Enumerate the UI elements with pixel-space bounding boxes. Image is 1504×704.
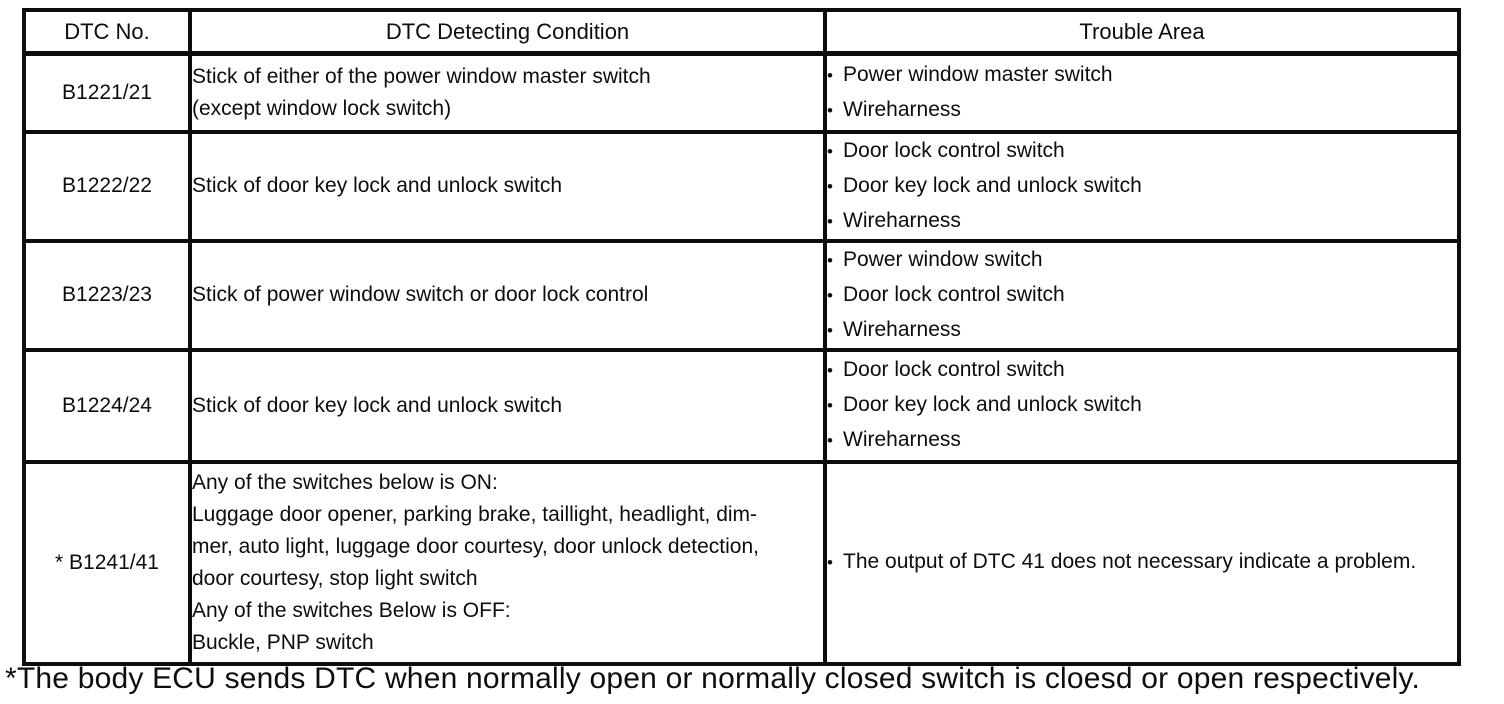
- condition-cell: [190, 462, 825, 664]
- condition-line: Stick of power window switch or door lock control: [192, 283, 649, 306]
- trouble-item: [827, 545, 1457, 580]
- trouble-cell: [825, 241, 1459, 350]
- trouble-item-text: Door lock control switch: [843, 138, 1065, 162]
- condition-line: Stick of door key lock and unlock switch: [192, 174, 563, 197]
- trouble-item: [827, 169, 1457, 204]
- trouble-item-text: Power window switch: [843, 247, 1043, 271]
- bullet-icon: •: [827, 211, 833, 231]
- column-header-detecting-condition: DTC Detecting Condition: [190, 10, 825, 54]
- dtc-code: B1221/21: [24, 54, 190, 132]
- condition-line: Any of the switches Below is OFF:: [192, 598, 511, 622]
- bullet-icon: •: [827, 141, 833, 161]
- trouble-item: [827, 353, 1457, 388]
- trouble-item-text: Door lock control switch: [843, 282, 1065, 306]
- condition-line: Luggage door opener, parking brake, taillight, headlight, dim-: [192, 502, 758, 526]
- table-row: [24, 350, 1459, 462]
- trouble-item-text: Wireharness: [843, 97, 961, 121]
- condition-cell: [190, 241, 825, 350]
- trouble-item-text: Door key lock and unlock switch: [843, 393, 1142, 416]
- bullet-icon: •: [827, 176, 833, 196]
- trouble-cell: [825, 350, 1459, 462]
- condition-line: Buckle, PNP switch: [192, 630, 374, 654]
- dtc-code: B1224/24: [24, 350, 190, 462]
- trouble-cell: [825, 462, 1459, 664]
- trouble-item-text: Wireharness: [843, 428, 961, 451]
- condition-line: Any of the switches below is ON:: [192, 470, 498, 494]
- dtc-code: B1223/23: [24, 241, 190, 350]
- trouble-item-text: Door key lock and unlock switch: [843, 173, 1142, 197]
- bullet-icon: •: [827, 250, 833, 270]
- table-row: [24, 54, 1459, 132]
- bullet-icon: •: [827, 65, 833, 85]
- trouble-item: [827, 243, 1457, 278]
- trouble-item: [827, 278, 1457, 313]
- dtc-code: B1222/22: [24, 132, 190, 241]
- trouble-item: [827, 93, 1457, 128]
- bullet-icon: •: [827, 361, 833, 380]
- dtc-table-body: [24, 54, 1459, 664]
- footnote: *The body ECU sends DTC when normally open or normally closed switch is cloesd or open respectively.: [5, 662, 1421, 695]
- dtc-table-header: [24, 10, 1459, 54]
- condition-line: mer, auto light, luggage door courtesy, door unlock detection,: [192, 534, 759, 558]
- trouble-item: [827, 313, 1457, 348]
- trouble-item: [827, 204, 1457, 239]
- table-row: [24, 462, 1459, 664]
- condition-cell: [190, 54, 825, 132]
- trouble-item-text: Wireharness: [843, 317, 961, 341]
- trouble-item: [827, 388, 1457, 423]
- column-header-dtc-no: DTC No.: [24, 10, 190, 54]
- condition-line: door courtesy, stop light switch: [192, 566, 478, 590]
- trouble-item-text: Wireharness: [843, 208, 961, 232]
- condition-line: Stick of door key lock and unlock switch: [192, 393, 563, 417]
- bullet-icon: •: [827, 553, 833, 572]
- trouble-item-text: Door lock control switch: [843, 358, 1065, 381]
- dtc-table: [22, 8, 1461, 666]
- trouble-item-text: The output of DTC 41 does not necessary indicate a problem.: [843, 550, 1417, 573]
- bullet-icon: •: [827, 285, 833, 305]
- condition-line: Stick of either of the power window master switch: [192, 64, 651, 88]
- table-row: [24, 241, 1459, 350]
- column-header-trouble-area: Trouble Area: [825, 10, 1459, 54]
- condition-cell: [190, 350, 825, 462]
- table-row: [24, 132, 1459, 241]
- bullet-icon: •: [827, 100, 833, 120]
- header-row: [24, 10, 1459, 54]
- trouble-item-text: Power window master switch: [843, 62, 1113, 86]
- bullet-icon: •: [827, 396, 833, 415]
- bullet-icon: •: [827, 320, 833, 340]
- trouble-item: [827, 134, 1457, 169]
- dtc-code: * B1241/41: [24, 462, 190, 664]
- condition-line: (except window lock switch): [192, 96, 452, 120]
- bullet-icon: •: [827, 431, 833, 450]
- trouble-item: [827, 58, 1457, 93]
- trouble-item: [827, 423, 1457, 458]
- condition-cell: [190, 132, 825, 241]
- trouble-cell: [825, 54, 1459, 132]
- trouble-cell: [825, 132, 1459, 241]
